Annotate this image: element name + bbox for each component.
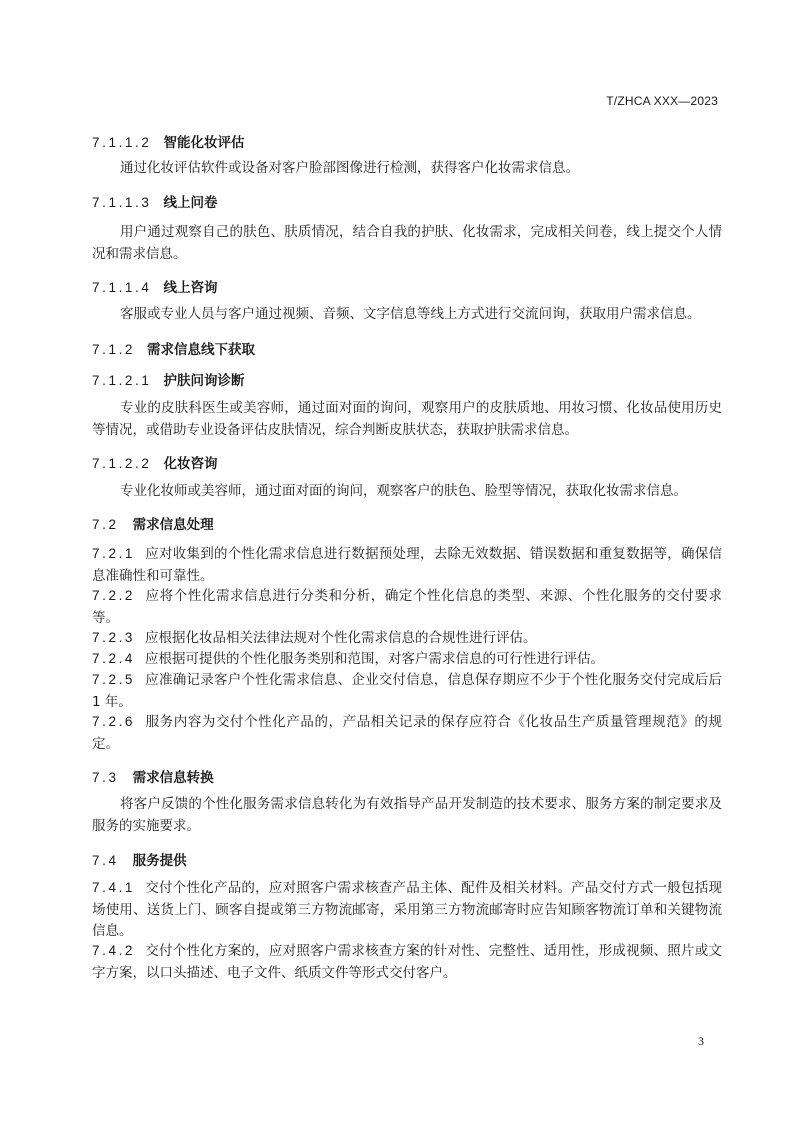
clause-text: 应准确记录客户个性化需求信息、企业交付信息，信息保存期应不少于个性化服务交付完成后后 1 年。 xyxy=(92,672,722,710)
clause-7-2-1 xyxy=(92,543,722,587)
clause-7-2-4 xyxy=(92,648,722,671)
section-number: 7.1.2.2 xyxy=(92,456,152,471)
section-heading-7-1-2 xyxy=(92,338,255,358)
clause-7-2-2 xyxy=(92,585,722,629)
document-code: T/ZHCA XXX—2023 xyxy=(606,94,718,108)
section-title: 智能化妆评估 xyxy=(163,135,245,151)
clause-number: 7.4.2 xyxy=(92,943,136,958)
clause-number: 7.2.1 xyxy=(92,546,136,561)
section-heading-7-2 xyxy=(92,513,214,533)
section-title: 化妆咨询 xyxy=(163,456,218,472)
clause-text: 服务内容为交付个性化产品的，产品相关记录的保存应符合《化妆品生产质量管理规范》的规定。 xyxy=(92,714,722,752)
section-title: 服务提供 xyxy=(132,853,187,869)
paragraph-7-1-1-2: 通过化妆评估软件或设备对客户脸部图像进行检测，获得客户化妆需求信息。 xyxy=(120,160,579,176)
paragraph-7-1-2-1: 专业的皮肤科医生或美容师，通过面对面的询问，观察用户的皮肤质地、用妆习惯、化妆品使用历史等情况，或借助专业设备评估皮肤情况，综合判断皮肤状态，获取护肤需求信息。 xyxy=(92,400,722,438)
section-number: 7.3 xyxy=(92,770,119,785)
paragraph-7-1-2-2: 专业化妆师或美容师，通过面对面的询问，观察客户的肤色、脸型等情况，获取化妆需求信息。 xyxy=(120,483,687,499)
clause-text: 应根据可提供的个性化服务类别和范围，对客户需求信息的可行性进行评估。 xyxy=(145,651,605,667)
section-heading-7-4 xyxy=(92,849,187,869)
paragraph-7-1-1-4: 客服或专业人员与客户通过视频、音频、文字信息等线上方式进行交流问询，获取用户需求信息。 xyxy=(120,306,701,322)
clause-7-4-2 xyxy=(92,940,722,984)
section-title: 线上咨询 xyxy=(163,280,218,296)
clause-number: 7.2.4 xyxy=(92,651,136,666)
clause-text: 应根据化妆品相关法律法规对个性化需求信息的合规性进行评估。 xyxy=(145,630,537,646)
section-number: 7.1.1.2 xyxy=(92,135,152,150)
section-heading-7-1-1-4 xyxy=(92,276,217,296)
clause-7-2-6 xyxy=(92,711,722,755)
section-heading-7-1-1-2 xyxy=(92,131,244,151)
paragraph-7-1-1-3: 用户通过观察自己的肤色、肤质情况，结合自我的护肤、化妆需求，完成相关问卷，线上提交个人情况和需求信息。 xyxy=(92,224,722,262)
clause-text: 应对收集到的个性化需求信息进行数据预处理，去除无效数据、错误数据和重复数据等，确保信息准确性和可靠性。 xyxy=(92,546,722,584)
section-title: 需求信息处理 xyxy=(132,517,214,533)
clause-text: 应将个性化需求信息进行分类和分析，确定个性化信息的类型、来源、个性化服务的交付要求等。 xyxy=(92,588,722,626)
section-title: 需求信息线下获取 xyxy=(147,342,256,358)
section-number: 7.4 xyxy=(92,853,119,868)
section-number: 7.1.2.1 xyxy=(92,373,152,388)
clause-number: 7.2.5 xyxy=(92,672,136,687)
section-number: 7.1.2 xyxy=(92,342,136,357)
clause-7-4-1 xyxy=(92,877,722,943)
section-title: 需求信息转换 xyxy=(132,770,214,786)
clause-7-2-5 xyxy=(92,669,722,713)
page-number: 3 xyxy=(698,1034,704,1048)
clause-text: 交付个性化方案的，应对照客户需求核查方案的针对性、完整性、适用性，形成视频、照片或文字方案，以口头描述、电子文件、纸质文件等形式交付客户。 xyxy=(92,943,722,981)
section-title: 线上问卷 xyxy=(163,195,218,211)
clause-number: 7.2.6 xyxy=(92,714,136,729)
section-title: 护肤问询诊断 xyxy=(163,373,245,389)
clause-7-2-3 xyxy=(92,627,722,650)
section-heading-7-1-2-2 xyxy=(92,452,217,472)
clause-number: 7.2.2 xyxy=(92,588,136,603)
section-heading-7-1-2-1 xyxy=(92,369,244,389)
section-number: 7.1.1.3 xyxy=(92,195,152,210)
paragraph-7-3: 将客户反馈的个性化服务需求信息转化为有效指导产品开发制造的技术要求、服务方案的制定要求及服务的实施要求。 xyxy=(92,796,722,834)
section-number: 7.1.1.4 xyxy=(92,280,152,295)
clause-text: 交付个性化产品的，应对照客户需求核查产品主体、配件及相关材料。产品交付方式一般包括现场使用、送货上门、顾客自提或第三方物流邮寄，采用第三方物流邮寄时应告知顾客物流订单和关键物流信息。 xyxy=(92,880,722,939)
clause-number: 7.4.1 xyxy=(92,880,136,895)
section-heading-7-3 xyxy=(92,766,214,786)
section-heading-7-1-1-3 xyxy=(92,191,217,211)
section-number: 7.2 xyxy=(92,517,119,532)
clause-number: 7.2.3 xyxy=(92,630,136,645)
